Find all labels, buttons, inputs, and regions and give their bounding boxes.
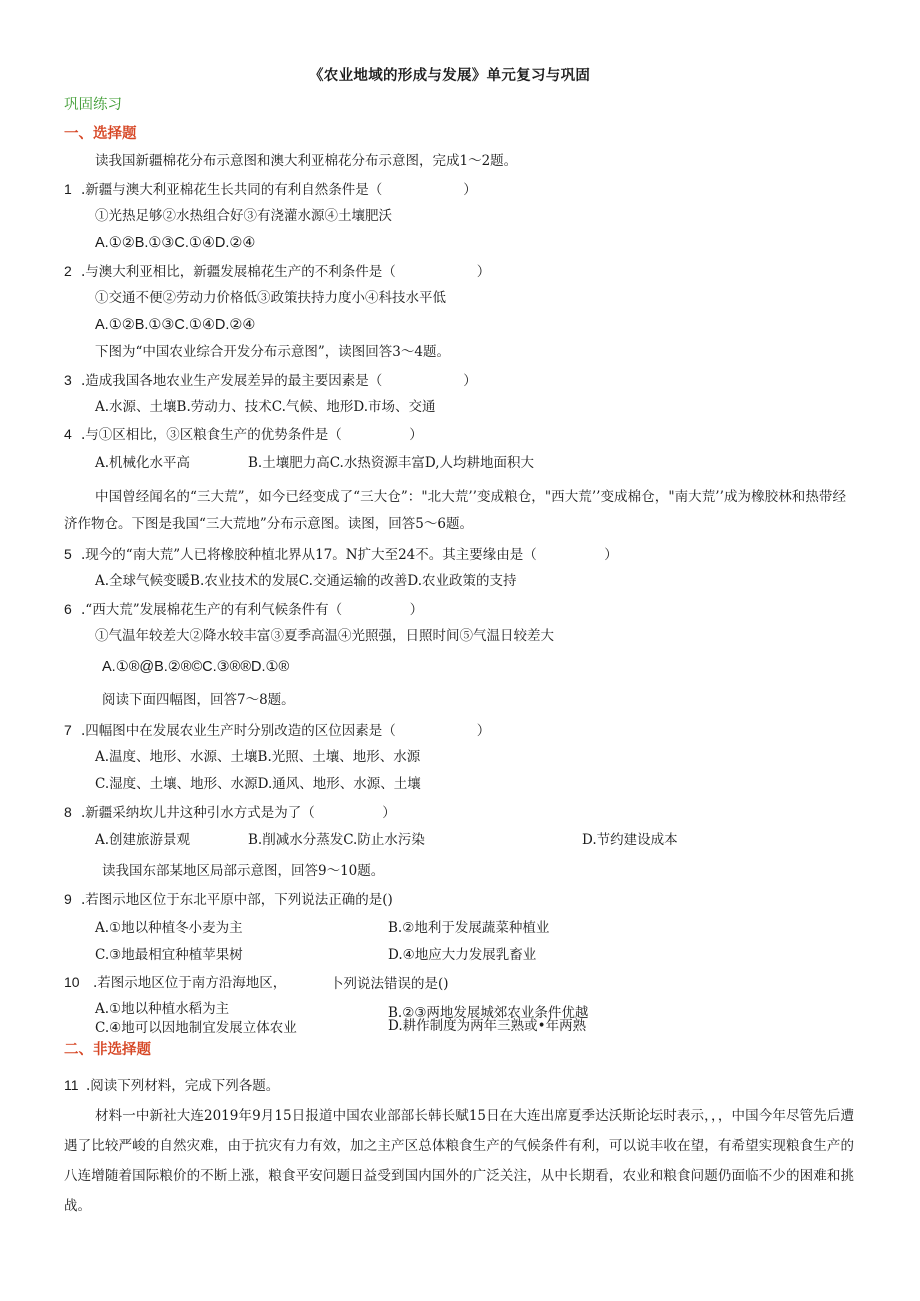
q1-options: A.①②B.①③C.①④D.②④ [95, 235, 256, 251]
question-text: .新疆采纳坎儿井这种引水方式是为了（ ） [81, 805, 396, 821]
q2-items: ①交通不便②劳动力价格低③政策扶持力度小④科技水平低 [95, 290, 446, 306]
q9-option-b: B.②地利于发展蔬菜种植业 [388, 920, 550, 936]
question-text: .与澳大利亚相比，新疆发展棉花生产的不利条件是（ ） [81, 264, 491, 280]
q2-options: A.①②B.①③C.①④D.②④ [95, 317, 256, 333]
question-5 [64, 545, 618, 564]
q9-option-d: D.④地应大力发展乳畜业 [388, 947, 537, 963]
question-number: 2 [64, 263, 72, 279]
question-text: .若图示地区位于东北平原中部，下列说法正确的是() [81, 892, 393, 908]
q9-option-a: A.①地以种植冬小麦为主 [95, 920, 243, 936]
part1-title: 一、选择题 [64, 126, 137, 142]
question-4 [64, 425, 423, 444]
page-title: 《农业地域的形成与发展》单元复习与巩固 [309, 67, 591, 84]
question-2 [64, 262, 490, 281]
intro-q1-2: 读我国新疆棉花分布示意图和澳大利亚棉花分布示意图，完成1～2题。 [95, 153, 518, 169]
q6-options: A.①®@B.②®©C.③®®D.①® [102, 659, 290, 675]
intro-q9-10: 读我国东部某地区局部示意图，回答9～10题。 [102, 863, 385, 879]
q10-option-b: B.②③两地发展城郊农业条件优越 [388, 1005, 589, 1021]
question-text: .现今的“南大荒”人已将橡胶种植北界从17。N扩大至24不。其主要缘由是（ ） [81, 547, 618, 563]
question-text: .“西大荒”发展棉花生产的有利气候条件有（ ） [81, 602, 424, 618]
part2-title: 二、非选择题 [64, 1042, 151, 1058]
q9-option-c: C.③地最相宜种植苹果树 [95, 947, 243, 963]
section-label: 巩固练习 [64, 97, 122, 113]
question-number: 1 [64, 181, 72, 197]
q8-option-d: D.节约建设成本 [582, 832, 678, 848]
q11-material: 材料一中新社大连2019年9月15日报道中国农业部部长韩长赋15日在大连出席夏季达沃斯论坛时表示，，，中国今年尽管先后遭遇了比较严峻的自然灾难，由于抗灾有力有效，加之主产区总体粮食生产的气候条件有利，可以说丰收在望，有希望实现粮食生产的八连增随着国际粮价的不断上涨，粮食平安问题日益受到国内国外的广泛关注，从中长期看，农业和粮食问题仍面临不少的困难和挑战。 [64, 1108, 854, 1214]
q4-option-a: A.机械化水平高 [95, 455, 191, 471]
intro-q3-4: 下图为“中国农业综合开发分布示意图”，读图回答3～4题。 [95, 344, 450, 360]
question-10 [64, 973, 286, 992]
question-number: 7 [64, 722, 72, 738]
q1-items: ①光热足够②水热组合好③有浇灌水源④土壤肥沃 [95, 208, 392, 224]
intro-q5-6: 中国曾经闻名的“三大荒”，如今已经变成了“三大仓”："北大荒’’变成粮仓，"西大荒’’变成棉仓，"南大荒’’成为橡胶林和热带经济作物仓。下图是我国“三大荒地”分布示意图。读图，回答5～6题。 [64, 489, 846, 532]
question-number: 11 [64, 1077, 79, 1093]
question-11 [64, 1076, 279, 1095]
question-text: .造成我国各地农业生产发展差异的最主要因素是（ ） [81, 373, 477, 389]
q5-options: A.全球气候变暖B.农业技术的发展C.交通运输的改善D.农业政策的支持 [95, 573, 517, 589]
q10-option-c: C.④地可以因地制宜发展立体农业 [95, 1020, 297, 1036]
question-text: .四幅图中在发展农业生产时分别改造的区位因素是（ ） [81, 723, 491, 739]
question-text: .与①区相比，③区粮食生产的优势条件是（ ） [81, 427, 423, 443]
question-6 [64, 600, 423, 619]
question-8 [64, 803, 396, 822]
question-3 [64, 371, 477, 390]
question-1 [64, 180, 477, 199]
question-7 [64, 721, 490, 740]
question-number: 10 [64, 974, 80, 990]
q8-option-a: A.创建旅游景观 [95, 832, 191, 848]
question-9 [64, 890, 393, 909]
q7-options-2: C.湿度、土壤、地形、水源D.通风、地形、水源、土壤 [95, 776, 421, 792]
question-number: 5 [64, 546, 72, 562]
question-text: .新疆与澳大利亚棉花生长共同的有利自然条件是（ ） [81, 182, 477, 198]
q3-options: A.水源、土壤B.劳动力、技术C.气候、地形D.市场、交通 [95, 399, 436, 415]
question-number: 3 [64, 372, 72, 388]
question-number: 8 [64, 804, 72, 820]
q10-option-a: A.①地以种植水稻为主 [95, 1001, 230, 1017]
q7-options-1: A.温度、地形、水源、土壤B.光照、土壤、地形、水源 [95, 749, 421, 765]
intro-q7-8: 阅读下面四幅图，回答7～8题。 [102, 692, 295, 708]
question-number: 6 [64, 601, 72, 617]
question-number: 9 [64, 891, 72, 907]
q4-options-bcd: B.土壤肥力高C.水热资源丰富D,人均耕地面积大 [248, 455, 534, 471]
q6-items: ①气温年较差大②降水较丰富③夏季高温④光照强，日照时间⑤气温日较差大 [95, 628, 554, 644]
question-number: 4 [64, 426, 72, 442]
q10-option-d: D.耕作制度为两年三熟或•年两熟 [388, 1018, 587, 1034]
question-text: .若图示地区位于南方沿海地区， [93, 975, 287, 991]
q8-options-bc: B.削减水分蒸发C.防止水污染 [248, 832, 425, 848]
question-10-text-cont: 卜列说法错误的是() [330, 976, 449, 992]
question-text: .阅读下列材料，完成下列各题。 [86, 1078, 280, 1094]
